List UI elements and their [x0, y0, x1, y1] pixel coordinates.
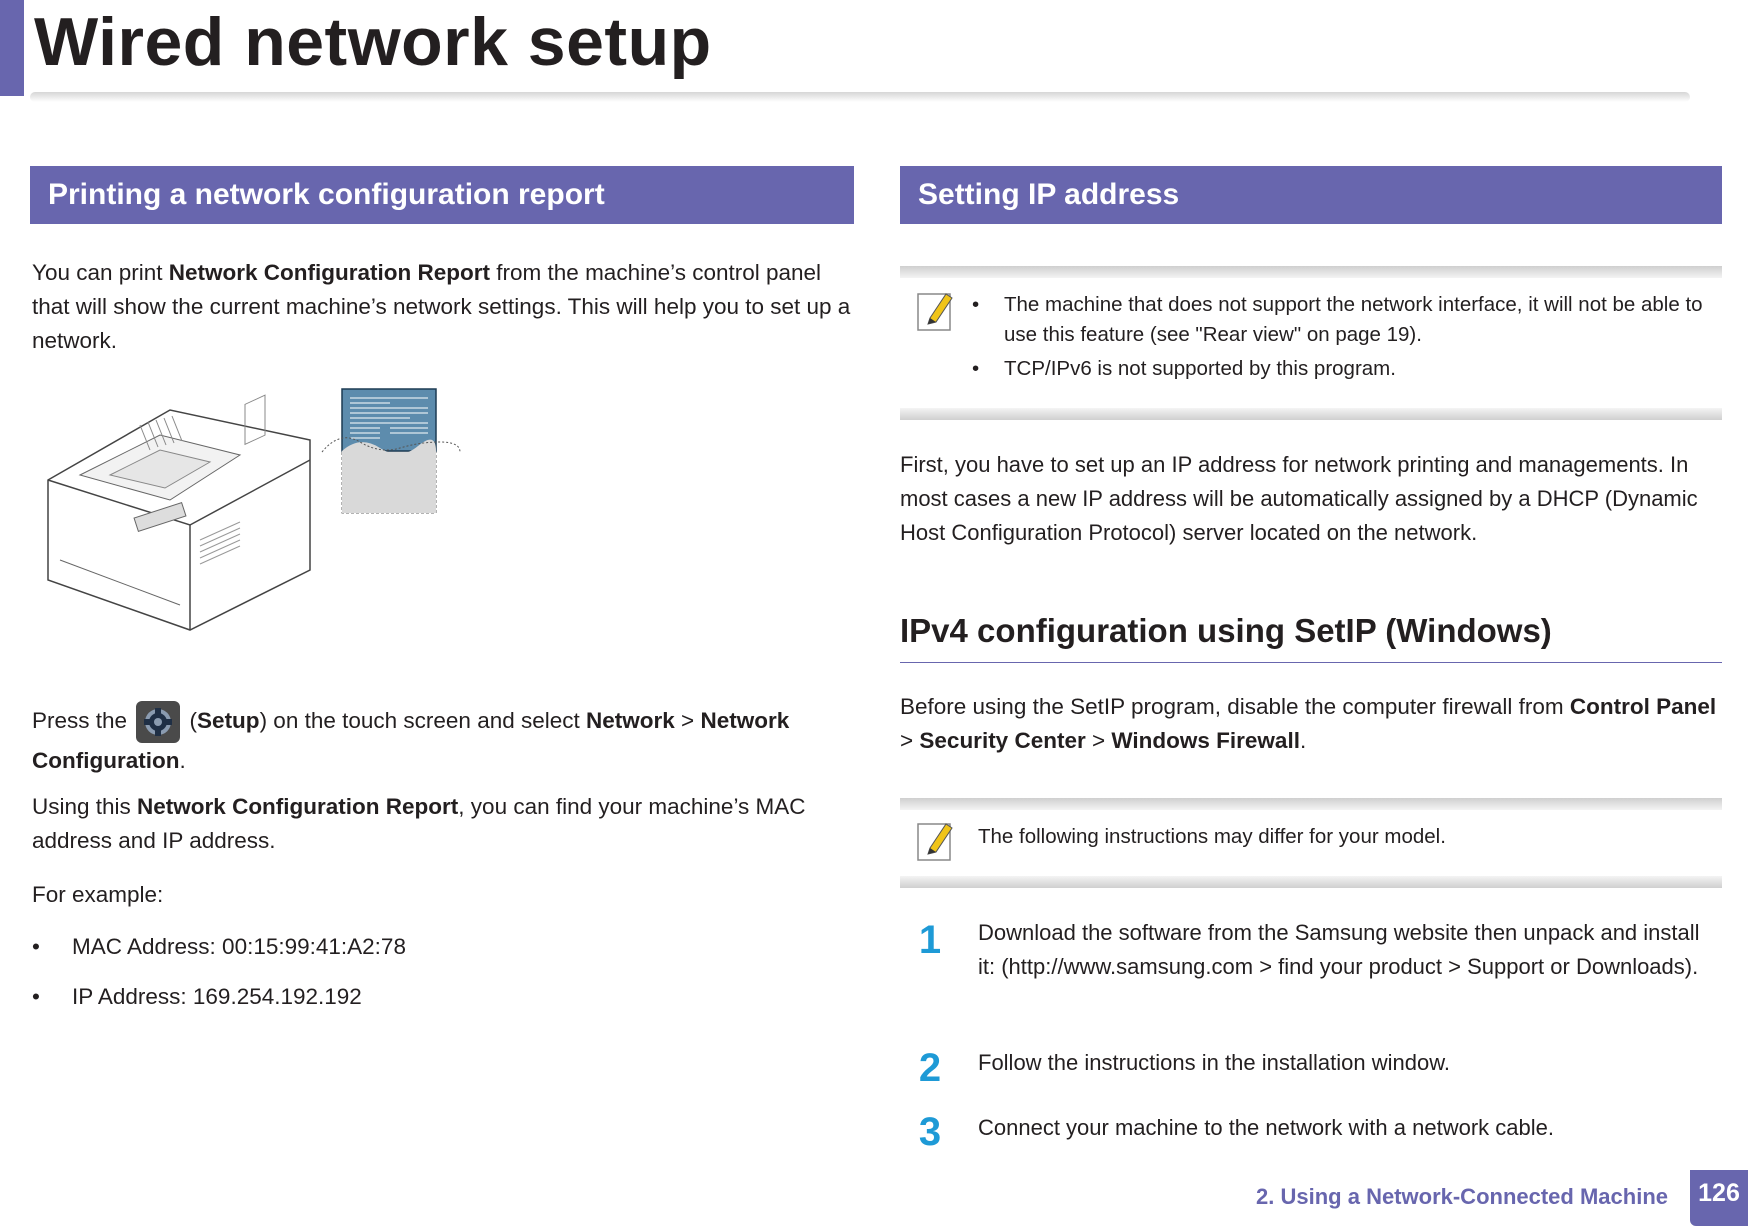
list-item: • MAC Address: 00:15:99:41:A2:78	[32, 934, 406, 959]
page-number: 126	[1690, 1170, 1748, 1226]
subheading-ipv4-setip: IPv4 configuration using SetIP (Windows)	[900, 612, 1552, 649]
note-top-bar	[900, 266, 1722, 278]
list-item: • TCP/IPv6 is not supported by this program.	[972, 357, 1396, 380]
press-setup-paragraph: Press the (Setup) on the touch screen and select Network > Network Configuration.	[32, 700, 854, 778]
step-text: Follow the instructions in the installation window.	[978, 1050, 1451, 1075]
intro-paragraph: You can print Network Configuration Report from the machine’s control panel that will show the current machine’s network settings. This will help you to set up a network.	[32, 260, 851, 353]
section-heading-network-report: Printing a network configuration report	[30, 166, 854, 224]
ip-intro-paragraph: First, you have to set up an IP address for network printing and managements. In most cases a new IP address will be automatically assigned by a DHCP (Dynamic Host Configuration Protocol) server located on the network.	[900, 452, 1698, 545]
page-title: Wired network setup	[34, 4, 712, 80]
subheading-divider	[900, 662, 1722, 663]
step-number: 3	[918, 1110, 942, 1154]
gear-icon	[135, 700, 181, 744]
using-report-paragraph: Using this Network Configuration Report, you can find your machine’s MAC address and IP address.	[32, 794, 806, 853]
footer-chapter: 2. Using a Network-Connected Machine	[1256, 1184, 1668, 1209]
note-bottom-bar	[900, 876, 1722, 888]
note-pencil-icon	[916, 818, 956, 862]
note-box	[900, 798, 1722, 888]
step-text: Download the software from the Samsung website then unpack and install it: (http://www.samsung.com > find your product > Support or Downloads).	[978, 920, 1700, 979]
list-item: • The machine that does not support the network interface, it will not be able to use this feature (see "Rear view" on page 19).	[972, 293, 1703, 346]
title-divider	[30, 92, 1690, 102]
list-item: • IP Address: 169.254.192.192	[32, 984, 362, 1009]
note-text: The following instructions may differ for your model.	[978, 825, 1446, 848]
for-example-label: For example:	[32, 882, 164, 907]
header-accent-bar	[0, 0, 24, 96]
note-box	[900, 266, 1722, 420]
note-pencil-icon	[916, 288, 956, 332]
note-top-bar	[900, 798, 1722, 810]
note-bottom-bar	[900, 408, 1722, 420]
section-heading-setting-ip: Setting IP address	[900, 166, 1722, 224]
firewall-paragraph: Before using the SetIP program, disable the computer firewall from Control Panel > Security Center > Windows Firewall.	[900, 694, 1717, 753]
step-number: 1	[918, 918, 942, 962]
step-number: 2	[918, 1046, 942, 1090]
step-text: Connect your machine to the network with a network cable.	[978, 1115, 1554, 1140]
printer-illustration	[40, 380, 480, 670]
